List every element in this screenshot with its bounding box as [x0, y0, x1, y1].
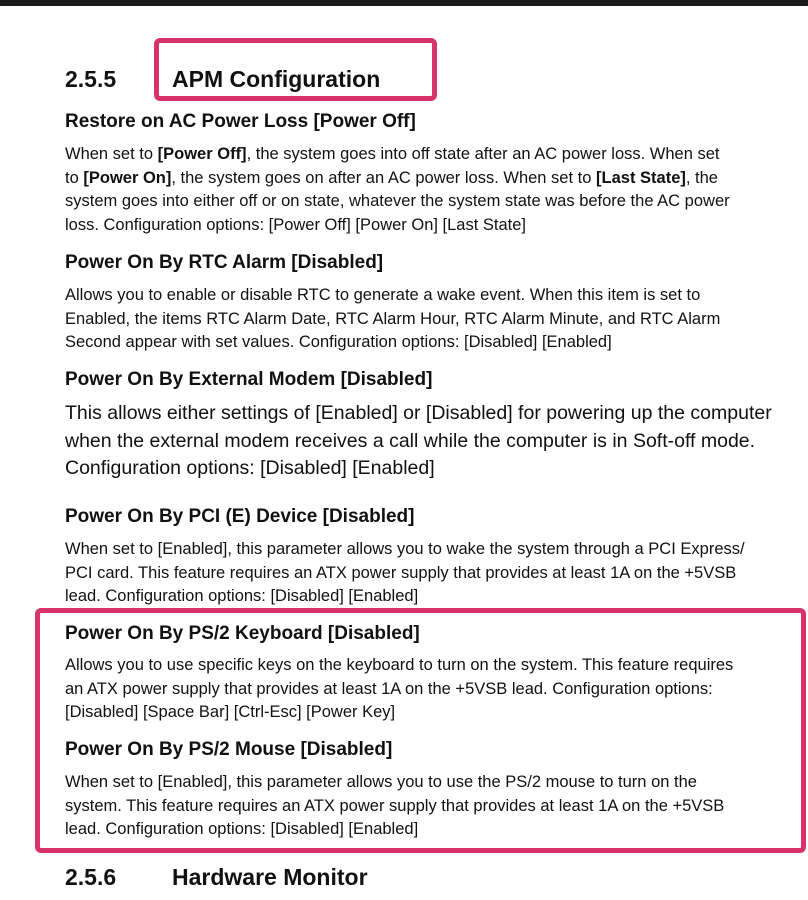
highlight-box-ps2-items [35, 608, 806, 853]
body-line: Allows you to enable or disable RTC to generate a wake event. When this item is set to [65, 286, 701, 304]
body-line: when the external modem receives a call while the computer is in Soft-off mode. [65, 429, 756, 452]
item-title-pci-device: Power On By PCI (E) Device [Disabled] [65, 506, 415, 527]
body-line: [Disabled] [Space Bar] [Ctrl-Esc] [Power Key] [65, 703, 396, 721]
item-title-external-modem: Power On By External Modem [Disabled] [65, 369, 433, 390]
section-title: APM Configuration [172, 66, 381, 92]
item-body-restore-ac [65, 143, 808, 237]
section-number: 2.5.5 [65, 66, 117, 92]
body-line: loss. Configuration options: [Power Off] [Power On] [Last State] [65, 215, 527, 234]
body-line: When set to [Power Off], the system goes into off state after an AC power loss. When set [65, 145, 720, 163]
body-line: This allows either settings of [Enabled] or [Disabled] for powering up the computer [65, 402, 772, 424]
body-line: lead. Configuration options: [Disabled] [Enabled] [65, 587, 419, 605]
item-title-ps2-keyboard: Power On By PS/2 Keyboard [Disabled] [65, 623, 420, 644]
body-line: system. This feature requires an ATX power supply that provides at least 1A on the +5VSB [65, 796, 725, 815]
body-line: an ATX power supply that provides at least 1A on the +5VSB lead. Configuration options: [65, 679, 713, 698]
highlight-box-apm-title [154, 38, 437, 101]
body-line: Allows you to use specific keys on the keyboard to turn on the system. This feature requires [65, 656, 734, 674]
item-title-restore-ac: Restore on AC Power Loss [Power Off] [65, 111, 416, 132]
body-line: PCI card. This feature requires an ATX power supply that provides at least 1A on the +5VSB [65, 563, 737, 582]
body-line: Enabled, the items RTC Alarm Date, RTC Alarm Hour, RTC Alarm Minute, and RTC Alarm [65, 309, 721, 328]
section-title: Hardware Monitor [172, 864, 368, 890]
item-title-rtc-alarm: Power On By RTC Alarm [Disabled] [65, 252, 384, 273]
item-body-external-modem [65, 400, 808, 483]
body-line: Second appear with set values. Configuration options: [Disabled] [Enabled] [65, 333, 612, 351]
body-line: system goes into either off or on state, whatever the system state was before the AC power [65, 192, 730, 210]
body-line: lead. Configuration options: [Disabled] [Enabled] [65, 820, 419, 838]
body-line: When set to [Enabled], this parameter allows you to wake the system through a PCI Express/ [65, 540, 745, 558]
body-line: to [Power On], the system goes on after an AC power loss. When set to [Last State], the [65, 168, 718, 187]
section-heading-hardware-monitor [65, 863, 368, 891]
top-border-bar [0, 0, 808, 6]
body-line: Configuration options: [Disabled] [Enabled] [65, 457, 435, 479]
body-line: When set to [Enabled], this parameter allows you to use the PS/2 mouse to turn on the [65, 773, 697, 791]
section-number: 2.5.6 [65, 864, 117, 890]
item-title-ps2-mouse: Power On By PS/2 Mouse [Disabled] [65, 739, 393, 760]
item-body-pci-device [65, 538, 808, 609]
item-body-rtc-alarm [65, 284, 808, 355]
